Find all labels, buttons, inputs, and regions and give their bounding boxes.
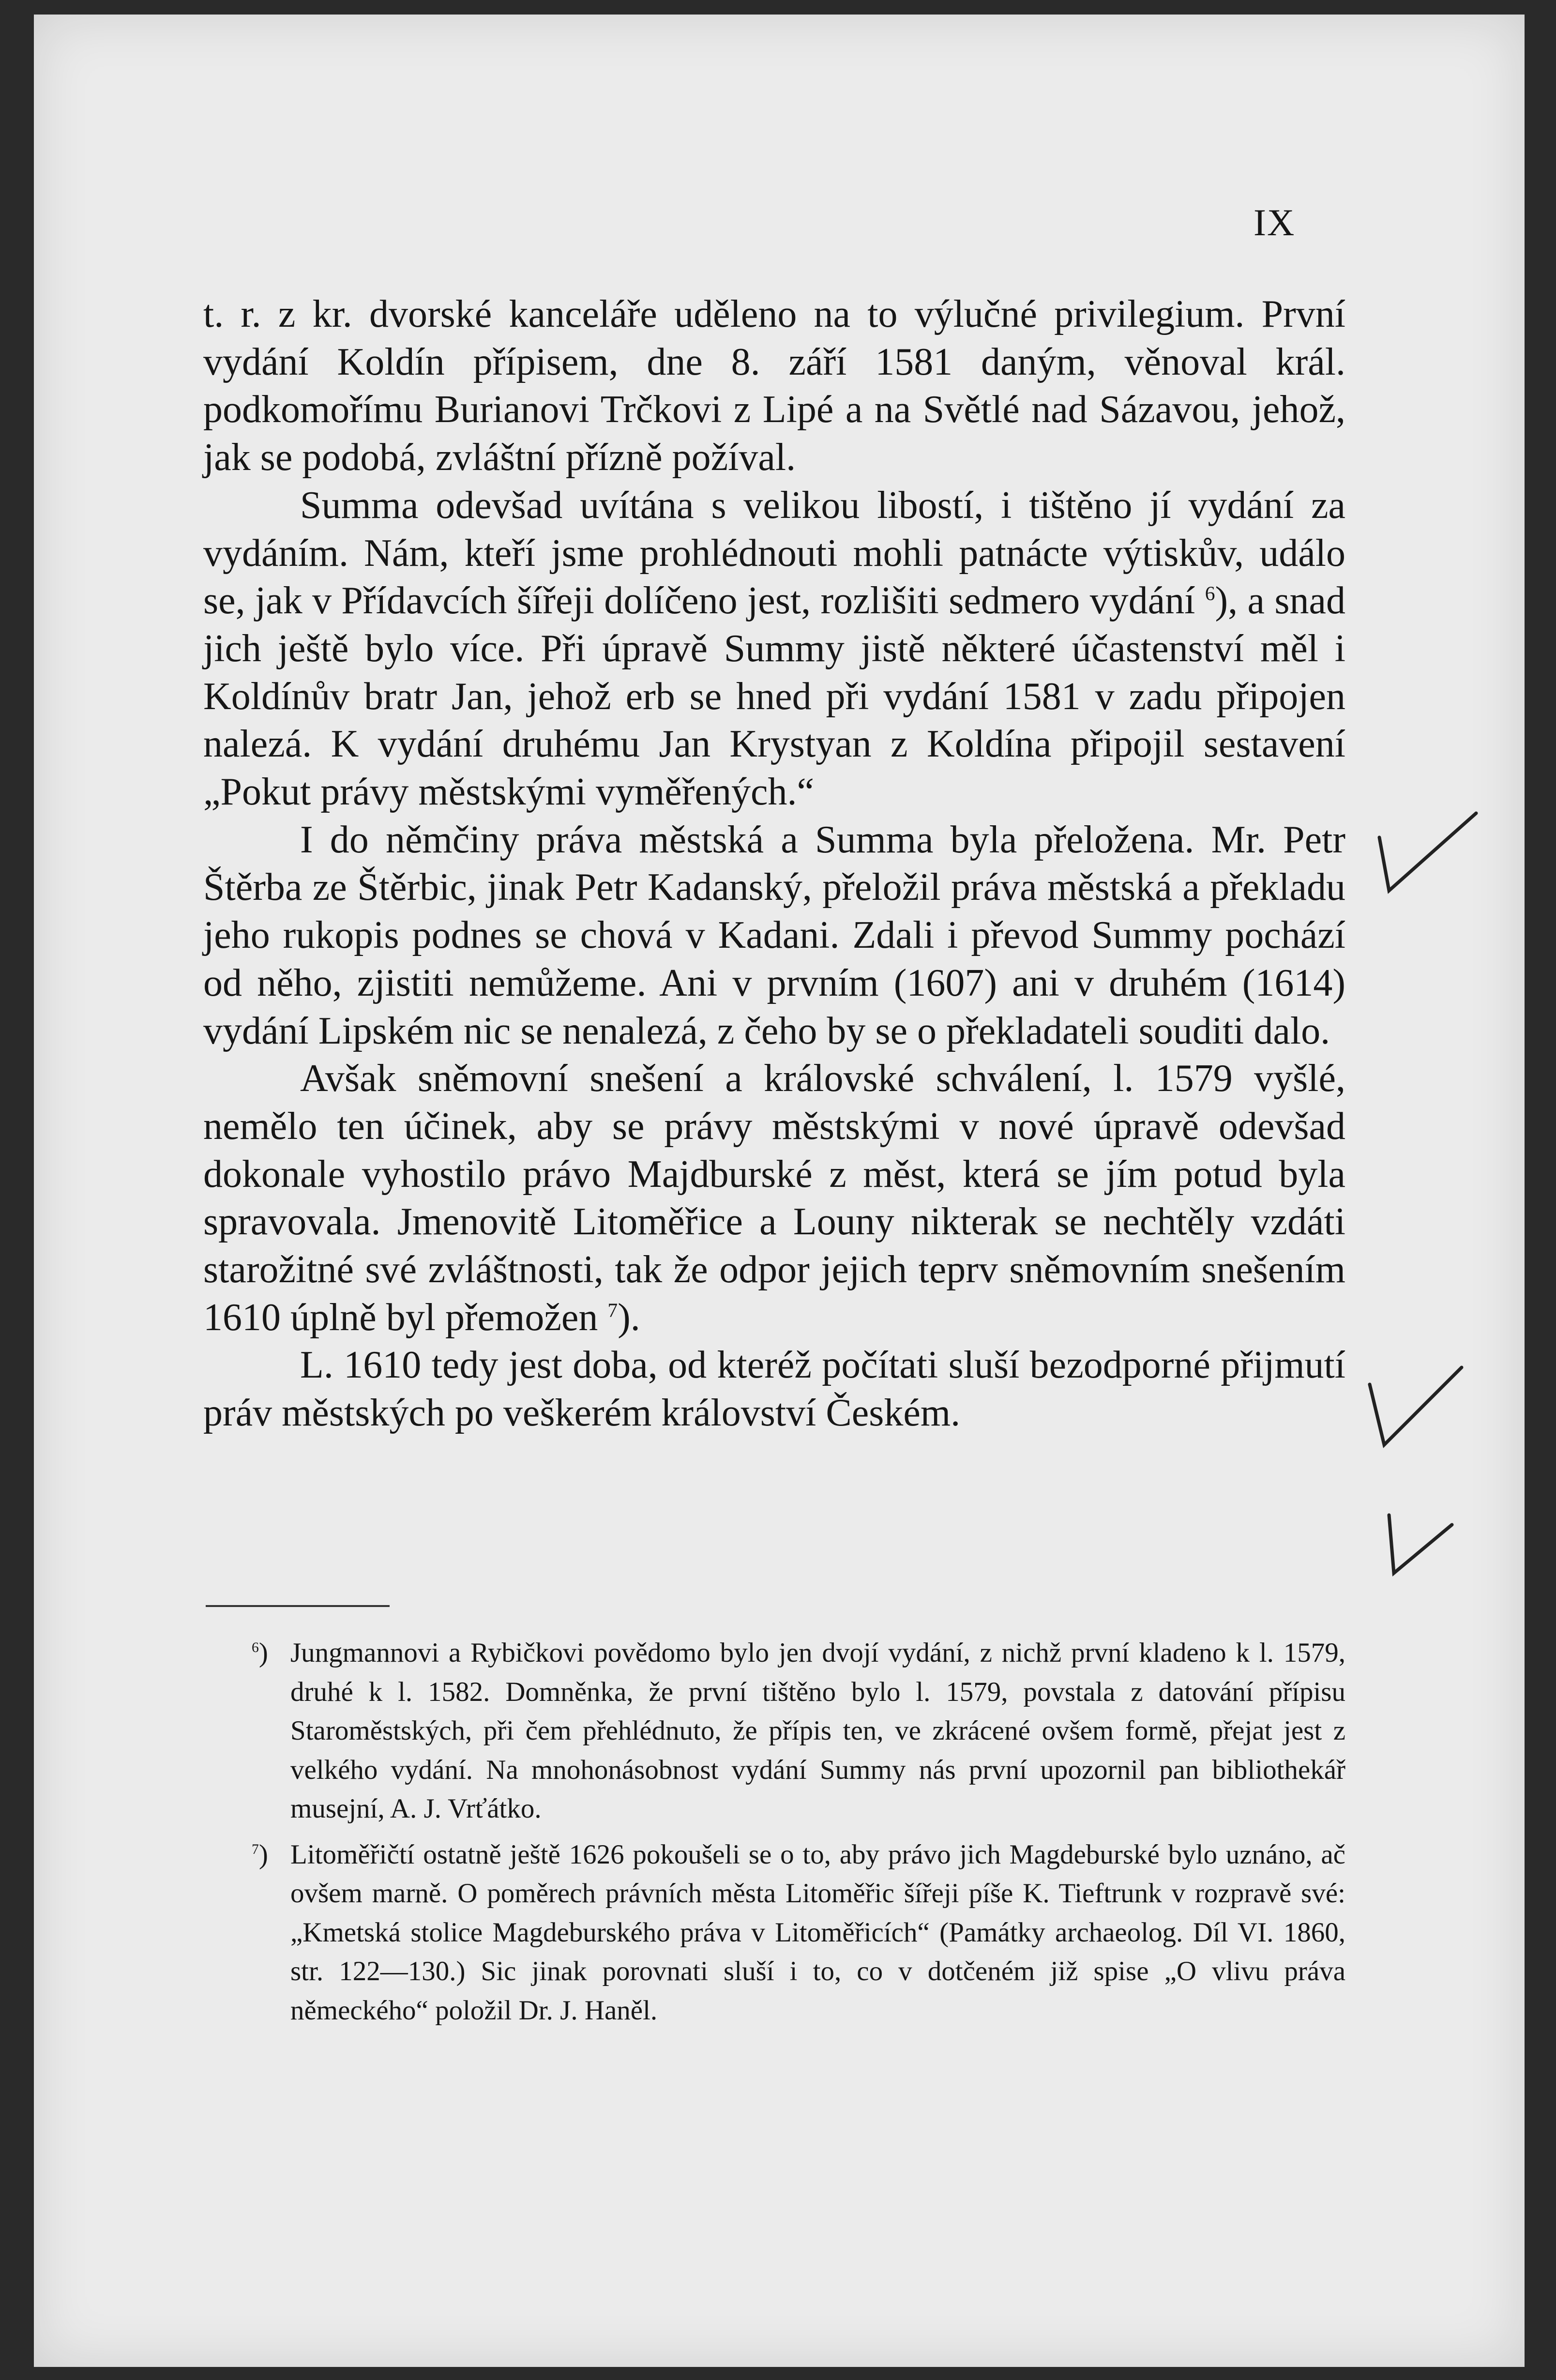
book-page: [34, 15, 1525, 2367]
paragraph-text: Avšak sněmovní snešení a královské schválení, l. 1579 vyšlé, nemělo ten účinek, aby se právy městskými v nové úpravě odevšad dokonale vyhostilo právo Majdburské z měst, která se jím potud byla spravovala. Jmenovitě Litoměřice a Louny nikterak se nechtěly vzdáti starožitné své zvláštnosti, tak že odpor jejich teprv sněmovním snešením 1610 úplně byl přemožen: [203, 1057, 1345, 1339]
footnote-7: [252, 1835, 1345, 2031]
paragraph-5: [203, 1341, 1345, 1437]
main-text: [203, 290, 1345, 1437]
footnote-mark: $^6$): [252, 1637, 268, 1668]
paragraph-text: t. r. z kr. dvorské kanceláře uděleno na to výlučné privilegium. První vydání Koldín přípisem, dne 8. září 1581 daným, věnoval král. podkomořímu Burianovi Trčkovi z Lipé a na Světlé nad Sázavou, jehož, jak se podobá, zvláštní přízně požíval.: [203, 293, 1345, 479]
paragraph-text: ).: [618, 1296, 640, 1339]
paragraph-text: I do němčiny práva městská a Summa byla přeložena. Mr. Petr Štěrba ze Štěrbic, jinak Petr Kadanský, přeložil práva městská a překladu jeho rukopis podnes se chová v Kadani. Zdali i převod Summy pochází od něho, zjistiti nemůžeme. Ani v prvním (1607) ani v druhém (1614) vydání Lipském nic se nenalezá, z čeho by se o překladateli souditi dalo.: [203, 818, 1345, 1052]
check-mark-icon: [1370, 808, 1486, 905]
paragraph-4: [203, 1055, 1345, 1341]
check-mark-icon: [1360, 1360, 1476, 1457]
paragraph-text: ), a snad jich ještě bylo více. Při úpravě Summy jistě některé účastenství měl i Koldínův bratr Jan, jehož erb se hned při vydání 1581 v zadu připojen nalezá. K vydání druhému Jan Krystyan z Koldína připojil sestavení „Pokut právy městskými vyměřených.“: [203, 579, 1346, 814]
paragraph-text: L. 1610 tedy jest doba, od kteréž počítati sluší bezodporné přijmutí práv městských po veškerém království Českém.: [203, 1344, 1345, 1435]
check-mark-icon: [1379, 1505, 1466, 1583]
footnote-ref[interactable]: 7: [607, 1299, 618, 1321]
page-number: IX: [1254, 201, 1296, 243]
footnote-text: Litoměřičtí ostatně ještě 1626 pokoušeli se o to, aby právo jich Magdeburské bylo uznáno, ač ovšem marně. O poměrech právních města Litoměřic šířeji píše K. Tieftrunk v rozpravě své: „Kmetská stolice Magdeburského práva v Litoměřicích“ (Památky archaeolog. Díl VI. 1860, str. 122—130.) Sic jinak porovnati sluší i to, co v dotčeném již spise „O vlivu práva německého“ položil Dr. J. Haněl.: [290, 1839, 1345, 2026]
paragraph-1: [203, 290, 1345, 482]
footnotes: [252, 1634, 1345, 2037]
footnote-6: [252, 1634, 1345, 1829]
footnote-ref[interactable]: 6: [1205, 582, 1215, 605]
paragraph-3: [203, 816, 1345, 1055]
footnote-text: Jungmannovi a Rybičkovi povědomo bylo jen dvojí vydání, z nichž první kladeno k l. 1579, druhé k l. 1582. Domněnka, že první tištěno bylo l. 1579, povstala z datování přípisu Staroměstských, při čem přehlédnuto, že přípis ten, ve zkrácené ovšem formě, přejat jest z velkého vydání. Na mnohonásobnost vydání Summy nás první upozornil pan bibliothekář musejní, A. J. Vrťátko.: [290, 1637, 1345, 1824]
paragraph-text: Summa odevšad uvítána s velikou libostí, i tištěno jí vydání za vydáním. Nám, kteří jsme prohlédnouti mohli patnácte výtiskův, událo se, jak v Přídavcích šířeji dolíčeno jest, rozlišiti sedmero vydání: [203, 484, 1345, 622]
footnote-separator: [206, 1605, 390, 1607]
footnote-mark: $^7$): [252, 1839, 268, 1870]
paragraph-2: [203, 482, 1345, 816]
